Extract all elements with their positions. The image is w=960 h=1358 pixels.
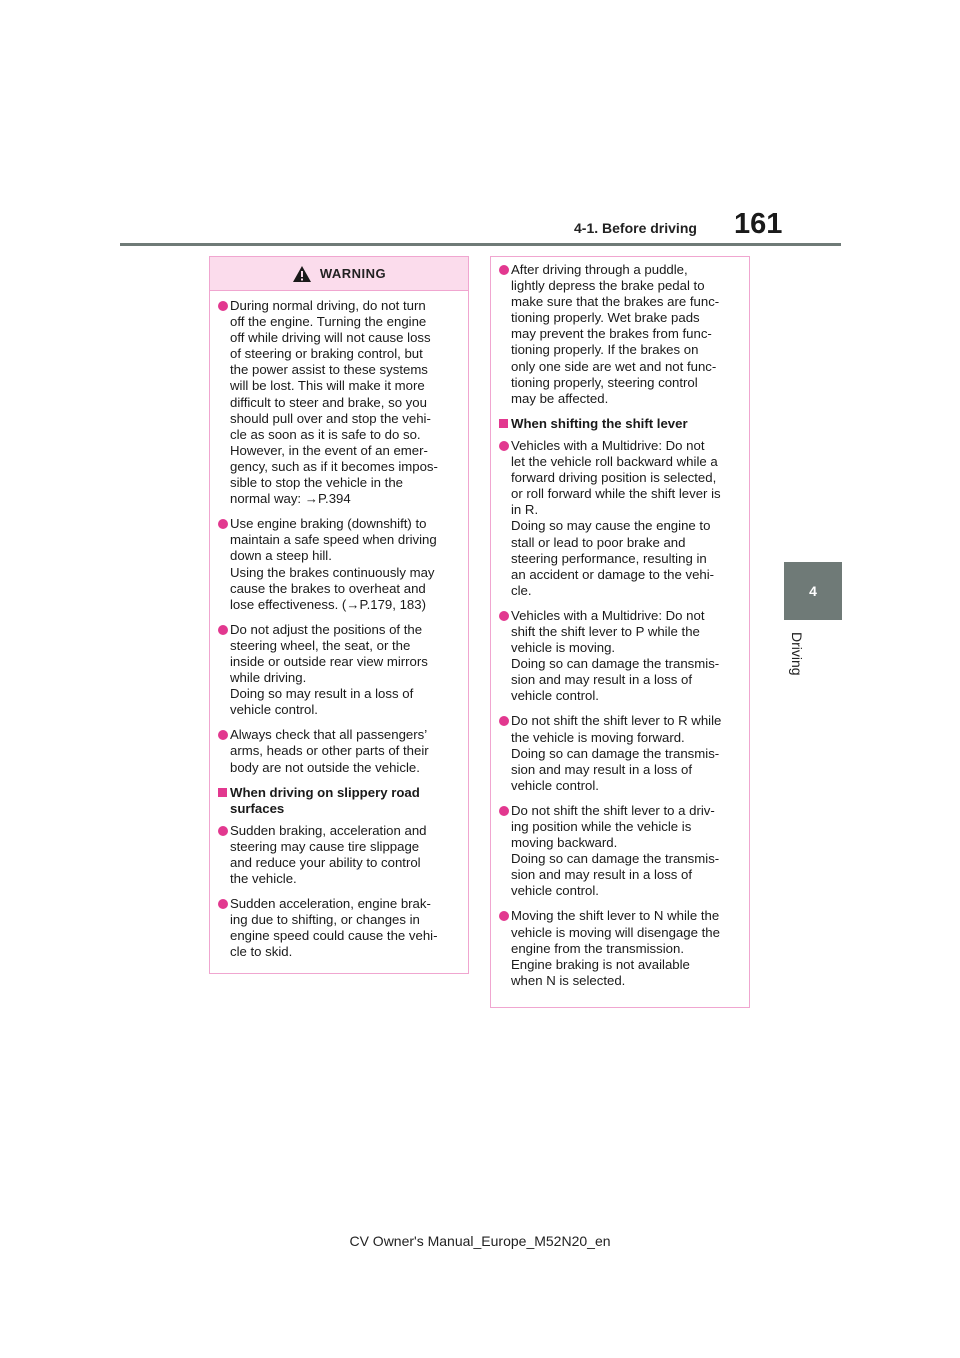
warning-item [499,438,739,599]
bullet-dot-icon [218,730,228,740]
warning-item-text: During normal driving, do not turn off the engine. Turning the engine off while driving will not cause loss of steering or braking control, but the power assist to these systems will be lost. This will make it more difficult to steer and brake, so you should pull over and stop the vehi- cle as soon as it is safe to do so. However, in the event of an emer- gency, such as if it becomes impos- sible to stop the vehicle in the normal way: →P.394 [230,298,438,507]
warning-item-text: Do not adjust the positions of the steering wheel, the seat, or the inside or outside rear view mirrors while driving. Doing so may result in a loss of vehicle control. [230,621,428,718]
warning-item [218,622,458,719]
footer-manual-id: CV Owner's Manual_Europe_M52N20_en [349,1233,611,1249]
warning-item-text: Moving the shift lever to N while the vehicle is moving will disengage the engine from the transmission. Engine braking is not available when N is selected. [511,908,720,988]
warning-item-text: Always check that all passengers’ arms, heads or other parts of their body are not outside the vehicle. [230,727,429,775]
bullet-dot-icon [218,625,228,635]
warning-item-text: Use engine braking (downshift) to maintain a safe speed when driving down a steep hill. Using the brakes continuously may cause the brakes to overheat and lose effectiveness. (→P.179, 183) [230,516,437,612]
chapter-number: 4 [809,583,817,599]
warning-item [218,298,458,507]
warning-item-text: Do not shift the shift lever to R while the vehicle is moving forward. Doing so can damage the transmis- sion and may result in a loss of vehicle control. [511,713,722,793]
chapter-tab[interactable] [784,562,842,620]
bullet-dot-icon [218,519,228,529]
page-number: 161 [734,208,783,240]
section-subheading [499,416,739,432]
warning-right-content [491,257,749,989]
bullet-dot-icon [499,611,509,621]
bullet-dot-icon [218,301,228,311]
warning-box-left [209,256,469,974]
chapter-label: Driving [789,632,805,676]
warning-item [218,727,458,775]
bullet-dot-icon [218,826,228,836]
subheading-text: When driving on slippery road surfaces [230,784,420,816]
bullet-dot-icon [218,899,228,909]
warning-item [499,803,739,900]
warning-triangle-icon [292,265,312,283]
section-title: 4-1. Before driving [574,220,697,236]
square-bullet-icon [218,788,227,797]
warning-item [499,908,739,988]
warning-item-text: Do not shift the shift lever to a driv- ing position while the vehicle is moving backward. Doing so can damage the transmis- sion and may result in a loss of vehicle control. [511,802,720,899]
warning-title: WARNING [319,266,387,281]
warning-item-text: Vehicles with a Multidrive: Do not shift the shift lever to P while the vehicle is moving. Doing so can damage the transmis- sion and may result in a loss of vehicle control. [511,607,720,704]
bullet-dot-icon [499,716,509,726]
warning-box-right [490,256,750,1008]
bullet-dot-icon [499,806,509,816]
header-divider [120,243,841,246]
warning-item [218,896,458,960]
warning-item [499,608,739,705]
warning-item-text: Sudden acceleration, engine brak- ing due to shifting, or changes in engine speed could cause the vehi- cle to skid. [230,896,438,960]
bullet-dot-icon [499,911,509,921]
warning-item-text: After driving through a puddle, lightly depress the brake pedal to make sure that the brakes are func- tioning properly. Wet brake pads may prevent the brakes from func- tioning properly. If the brakes on only one side are wet and not func- tioning properly, steering control may be affected. [511,262,720,406]
square-bullet-icon [499,419,508,428]
warning-left-content [210,291,468,961]
bullet-dot-icon [499,265,509,275]
section-subheading [218,785,458,817]
warning-item [499,713,739,793]
bullet-dot-icon [499,441,509,451]
warning-header [210,257,468,291]
subheading-text: When shifting the shift lever [511,415,688,431]
warning-item-text: Vehicles with a Multidrive: Do not let the vehicle roll backward while a forward driving position is selected, or roll forward while the shift lever is in R. Doing so may cause the engine to stall or lead to poor brake and steering performance, resulting in an accident or damage to the vehi- cle. [511,437,721,598]
warning-item [218,516,458,613]
warning-item [218,823,458,887]
warning-item [499,262,739,407]
warning-item-text: Sudden braking, acceleration and steering may cause tire slippage and reduce your ability to control the vehicle. [230,822,427,887]
